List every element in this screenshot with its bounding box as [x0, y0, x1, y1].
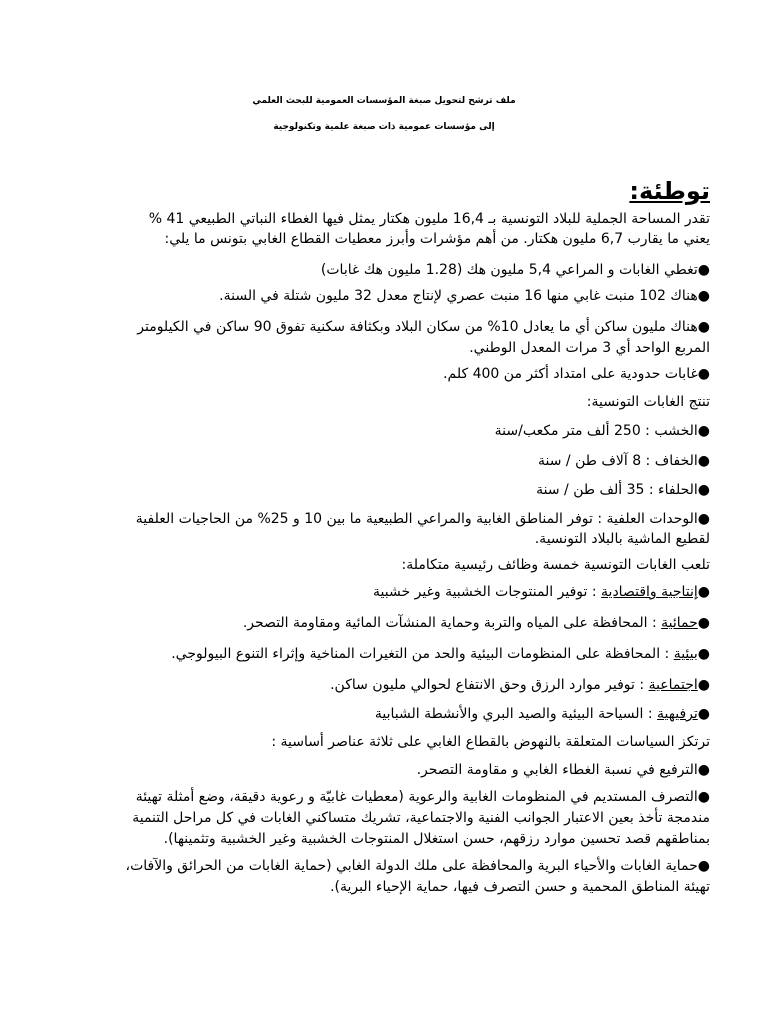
function-label: ترفيهية: [657, 706, 698, 722]
production-fodder-line-2: لقطيع الماشية بالبلاد التونسية.: [534, 531, 710, 547]
fact-border-forests: ●غابات حدودية على امتداد أكثر من 400 كلم.: [443, 366, 710, 382]
function-text: : السياحة البيئية والصيد البري والأنشطة الشبابية: [374, 706, 658, 722]
policy-item-protection-line-1: ●حماية الغابات والأحياء البرية والمحافظة على ملك الدولة الغابي (حماية الغابات من الحرائق والآفات،: [125, 858, 710, 874]
function-label: حمائية: [661, 615, 698, 631]
policy-item-protection-line-2: تهيئة المناطق المحمية و حسن التصرف فيها، حماية الإحياء البرية).: [330, 879, 710, 895]
function-item-environmental: ●بيئية : المحافظة على المنظومات البيئية والحد من التغيرات المناخية وإثراء التنوع البيولوجي.: [171, 646, 710, 662]
function-item-recreational: ●ترفيهية : السياحة البيئية والصيد البري والأنشطة الشبابية: [374, 706, 710, 722]
function-item-economic: ●إنتاجية واقتصادية : توفير المنتوجات الخشبية وغير خشبية: [373, 584, 710, 600]
policies-intro: ترتكز السياسات المتعلقة بالنهوض بالقطاع الغابي على ثلاثة عناصر أساسية :: [271, 734, 710, 750]
function-text: : توفير موارد الرزق وحق الانتفاع لحوالي مليون ساكن.: [330, 677, 649, 693]
policy-item-afforestation: ●الترفيع في نسبة الغطاء الغابي و مقاومة التصحر.: [416, 762, 710, 778]
document-title-line-2: إلى مؤسسات عمومية ذات صبغة علمية وتكنولوجية: [273, 122, 495, 132]
function-item-social: ●اجتماعية : توفير موارد الرزق وحق الانتفاع لحوالي مليون ساكن.: [330, 677, 710, 693]
function-text: : توفير المنتوجات الخشبية وغير خشبية: [373, 584, 602, 600]
production-wood: ●الخشب : 250 ألف متر مكعب/سنة: [494, 423, 710, 439]
fact-nurseries: ●هناك 102 منبت غابي منها 16 منبت عصري لإنتاج معدل 32 مليون شتلة في السنة.: [219, 288, 710, 304]
policy-item-sustainable-line-1: ●التصرف المستديم في المنظومات الغابية والرعوية (معطيات غابيّة و رعوية دقيقة، وضع أمثلة تهيئة: [135, 789, 710, 805]
function-item-protective: ●حمائية : المحافظة على المياه والتربة وحماية المنشآت المائية ومقاومة التصحر.: [242, 615, 710, 631]
production-cork: ●الخفاف : 8 آلاف طن / سنة: [538, 453, 710, 469]
function-label: اجتماعية: [648, 677, 698, 693]
functions-intro: تلعب الغابات التونسية خمسة وظائف رئيسية متكاملة:: [401, 557, 710, 573]
intro-heading: توطئة:: [629, 177, 710, 205]
function-label: إنتاجية واقتصادية: [601, 584, 698, 600]
production-fodder-line-1: ●الوحدات العلفية : توفر المناطق الغابية والمراعي الطبيعية ما بين 10 و 25% من الحاجيات العلفية: [135, 511, 710, 527]
intro-paragraph-line-1: تقدر المساحة الجملية للبلاد التونسية بـ 16,4 مليون هكتار يمثل فيها الغطاء النباتي الطبيعي 41 %: [148, 211, 710, 227]
policy-item-sustainable-line-3: بمناطقهم قصد تحسين موارد رزقهم، حسن استغلال المنتوجات الخشبية وغير الخشبية وتثمينها).: [163, 831, 710, 847]
production-intro: تنتج الغابات التونسية:: [586, 394, 710, 410]
function-text: : المحافظة على المياه والتربة وحماية المنشآت المائية ومقاومة التصحر.: [242, 615, 662, 631]
fact-population-line-1: ●هناك مليون ساكن أي ما يعادل 10% من سكان البلاد وبكثافة سكنية تفوق 90 ساكن في الكيلومتر: [137, 319, 710, 335]
intro-paragraph-line-2: يعني ما يقارب 6,7 مليون هكتار. من أهم مؤشرات وأبرز معطيات القطاع الغابي بتونس ما يلي:: [164, 231, 710, 247]
fact-forest-area: ●تغطي الغابات و المراعي 5,4 مليون هك (1.28 مليون هك غابات): [320, 262, 710, 278]
policy-item-sustainable-line-2: مندمجة تأخذ بعين الاعتبار الجوانب الفنية والاجتماعية، تشريك متساكني الغابات في كل مراحل التنمية: [132, 810, 710, 826]
production-alfa: ●الحلفاء : 35 ألف طن / سنة: [536, 482, 710, 498]
document-title-line-1: ملف ترشح لتحويل صبغة المؤسسات العمومية للبحث العلمي: [252, 96, 516, 106]
function-label: بيئية: [673, 646, 698, 662]
fact-population-line-2: المربع الواحد أي 3 مرات المعدل الوطني.: [469, 340, 710, 356]
function-text: : المحافظة على المنظومات البيئية والحد من التغيرات المناخية وإثراء التنوع البيولوجي.: [171, 646, 674, 662]
